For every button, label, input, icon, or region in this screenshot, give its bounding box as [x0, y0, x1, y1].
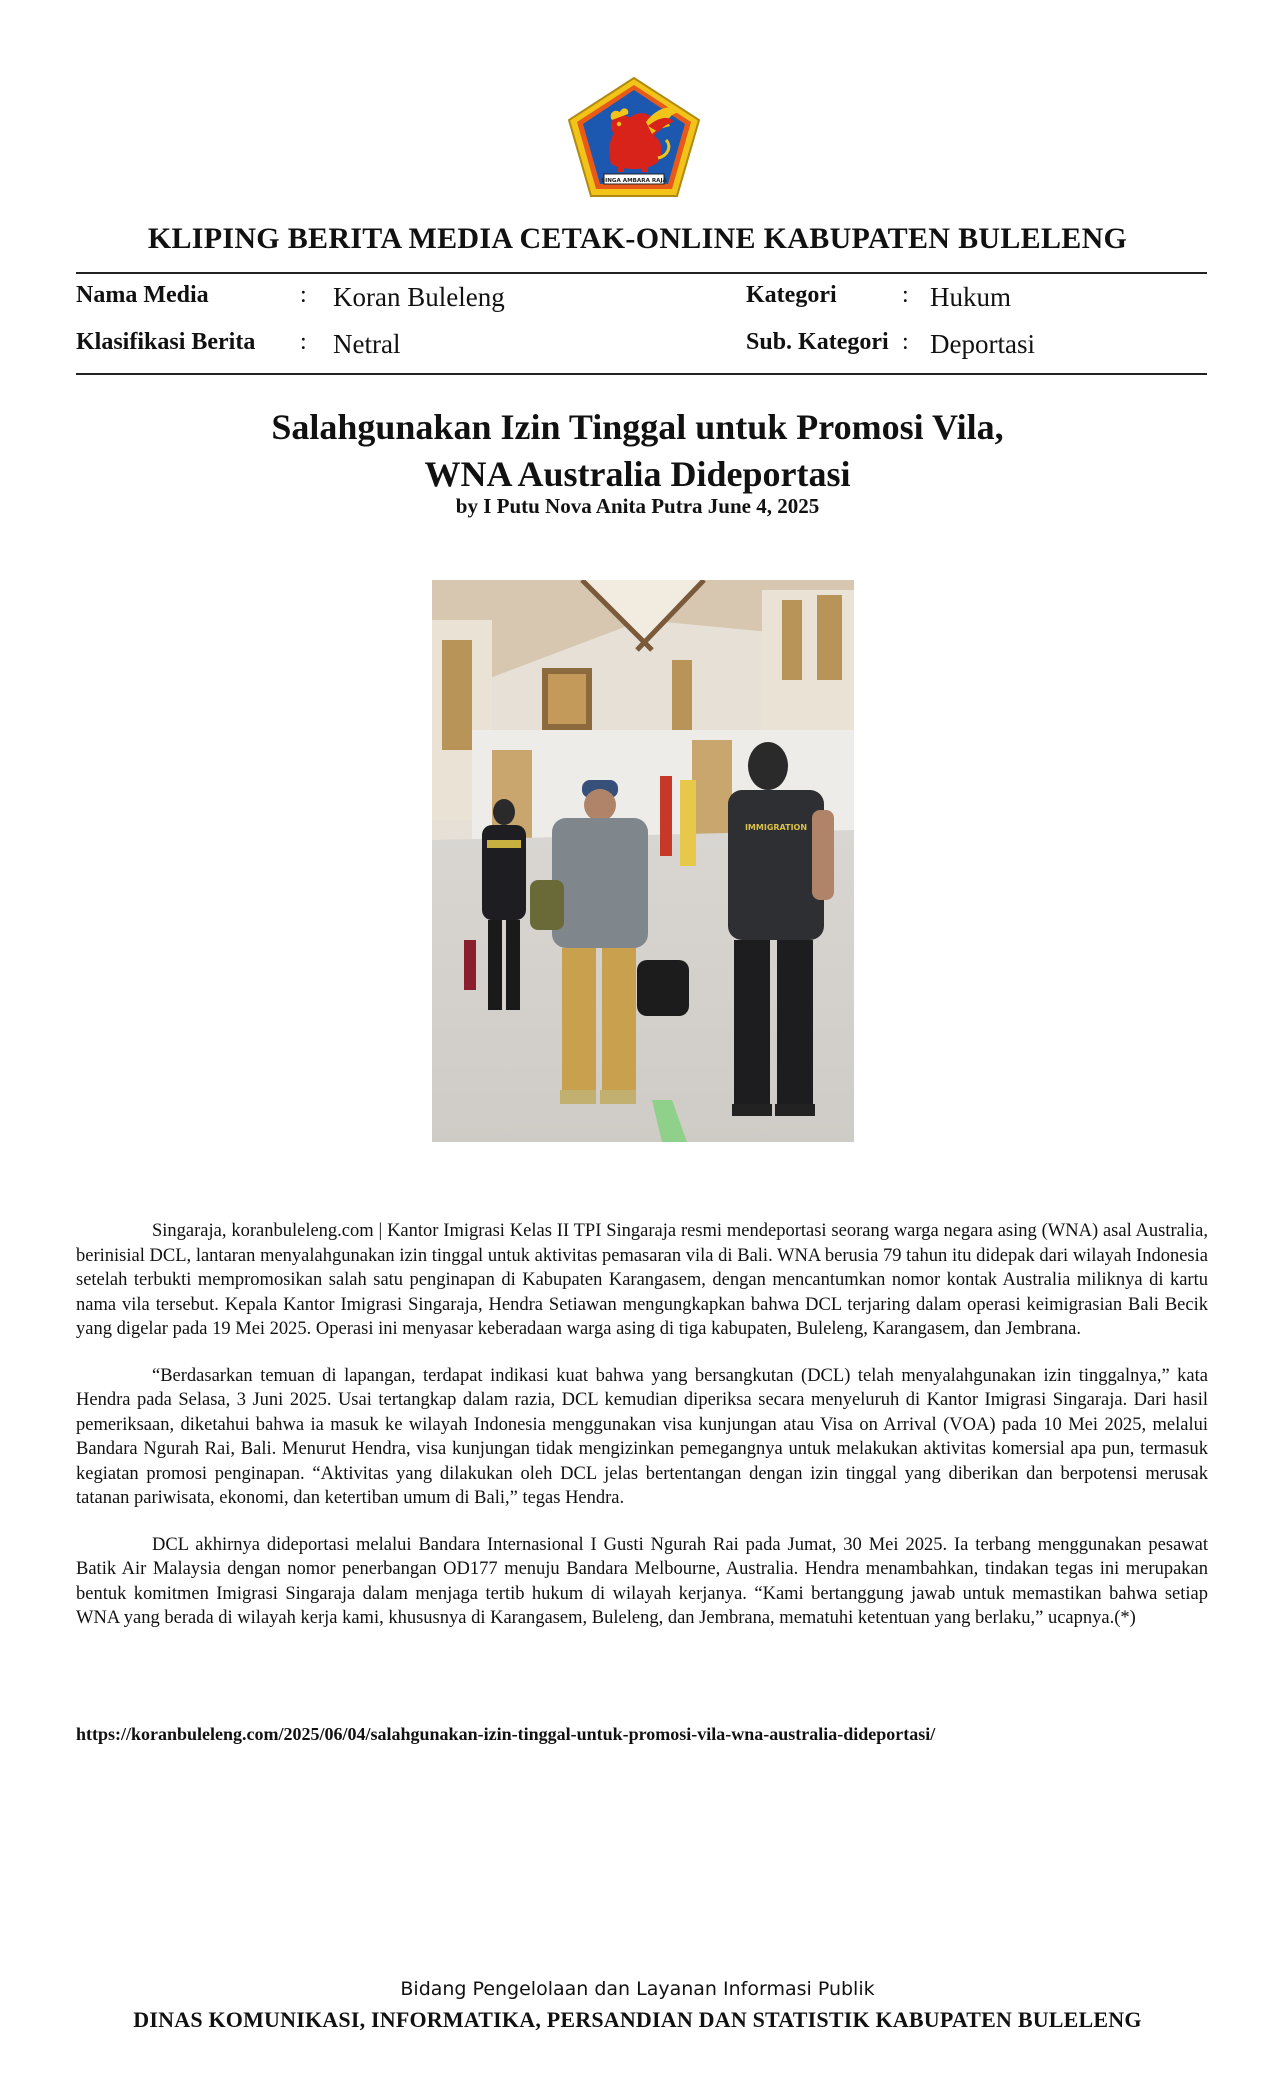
category-value: Hukum	[930, 282, 1011, 312]
document-title: KLIPING BERITA MEDIA CETAK-ONLINE KABUPATEN BULELENG	[147, 222, 1128, 255]
article-paragraph: DCL akhirnya dideportasi melalui Bandara Internasional I Gusti Ngurah Rai pada Jumat, 30 Mei 2025. Ia terbang menggunakan pesawat Batik Air Malaysia dengan nomor penerbangan OD177 menuju Bandara Melbourne, Australia. Hendra menambahkan, tindakan tegas ini merupakan bentuk komitmen Imigrasi Singaraja dalam menjaga tertib hukum di wilayah kerjanya. “Kami bertanggung jawab untuk memastikan bahwa setiap WNA yang berada di wilayah kerja kami, khususnya di Karangasem, Buleleng, dan Jembrana, mematuhi ketentuan yang berlaku,” ucapnya.(*)	[76, 1534, 1208, 1628]
classification-separator: :	[300, 329, 307, 355]
footer-unit: Bidang Pengelolaan dan Layanan Informasi Publik	[400, 1978, 875, 2000]
media-value: Koran Buleleng	[333, 282, 505, 312]
source-url-link[interactable]: https://koranbuleleng.com/2025/06/04/salahgunakan-izin-tinggal-untuk-promosi-vila-wna-australia-dideportasi/	[76, 1724, 936, 1744]
article-paragraph: Singaraja, koranbuleleng.com | Kantor Imigrasi Kelas II TPI Singaraja resmi mendeportasi seorang warga negara asing (WNA) asal Australia, berinisial DCL, lantaran menyalahgunakan izin tinggal untuk aktivitas pemasaran vila di Bali. WNA berusia 79 tahun itu didepak dari wilayah Indonesia setelah terbukti mempromosikan salah satu penginapan di Kabupaten Karangasem, dengan mencantumkan nomor kontak Australia miliknya di kartu nama vila tersebut. Kepala Kantor Imigrasi Singaraja, Hendra Setiawan mengungkapkan bahwa DCL terjaring dalam operasi keimigrasian Bali Becik yang digelar pada 19 Mei 2025. Operasi ini menyasar keberadaan warga asing di tiga kabupaten, Buleleng, Karangasem, dan Jembrana.	[76, 1221, 1208, 1339]
article-paragraph: “Berdasarkan temuan di lapangan, terdapat indikasi kuat bahwa yang bersangkutan (DCL) telah menyalahgunakan izin tinggalnya,” kata Hendra pada Selasa, 3 Juni 2025. Usai tertangkap dalam razia, DCL kemudian diperiksa secara menyeluruh di Kantor Imigrasi Singaraja. Dari hasil pemeriksaan, diketahui bahwa ia masuk ke wilayah Indonesia menggunakan visa kunjungan atau Visa on Arrival (VOA) pada 10 Mei 2025, melalui Bandara Ngurah Rai, Bali. Menurut Hendra, visa kunjungan tidak mengizinkan pemegangnya untuk melakukan aktivitas komersial apa pun, termasuk kegiatan promosi penginapan. “Aktivitas yang dilakukan oleh DCL jelas bertentangan dengan izin tinggal yang diberikan dan berpotensi merusak tatanan pariwisata, ekonomi, dan ketertiban umum di Bali,” tegas Hendra.	[76, 1365, 1208, 1508]
footer-agency: DINAS KOMUNIKASI, INFORMATIKA, PERSANDIAN DAN STATISTIK KABUPATEN BULELENG	[133, 2007, 1142, 2032]
article-photo	[432, 580, 854, 1142]
headline-line-2: WNA Australia Dideportasi	[424, 454, 851, 494]
header-top-rule	[76, 272, 1207, 274]
classification-label: Klasifikasi Berita	[76, 329, 256, 355]
article-body	[76, 1219, 1208, 1653]
media-label: Nama Media	[76, 282, 209, 308]
subcategory-value: Deportasi	[930, 329, 1035, 359]
article-headline	[0, 404, 1275, 498]
classification-value: Netral	[333, 329, 401, 359]
header-bottom-rule	[76, 373, 1207, 375]
subcategory-separator: :	[902, 329, 909, 355]
headline-line-1: Salahgunakan Izin Tinggal untuk Promosi Vila,	[271, 407, 1004, 447]
subcategory-label: Sub. Kategori	[746, 329, 889, 355]
category-label: Kategori	[746, 282, 837, 308]
logo-motto: SINGA AMBARA RAJA	[601, 178, 667, 184]
media-separator: :	[300, 282, 307, 308]
category-separator: :	[902, 282, 909, 308]
photo-vest-text: IMMIGRATION	[744, 823, 808, 832]
buleleng-regency-logo	[566, 76, 702, 200]
article-byline: by I Putu Nova Anita Putra June 4, 2025	[455, 494, 820, 518]
